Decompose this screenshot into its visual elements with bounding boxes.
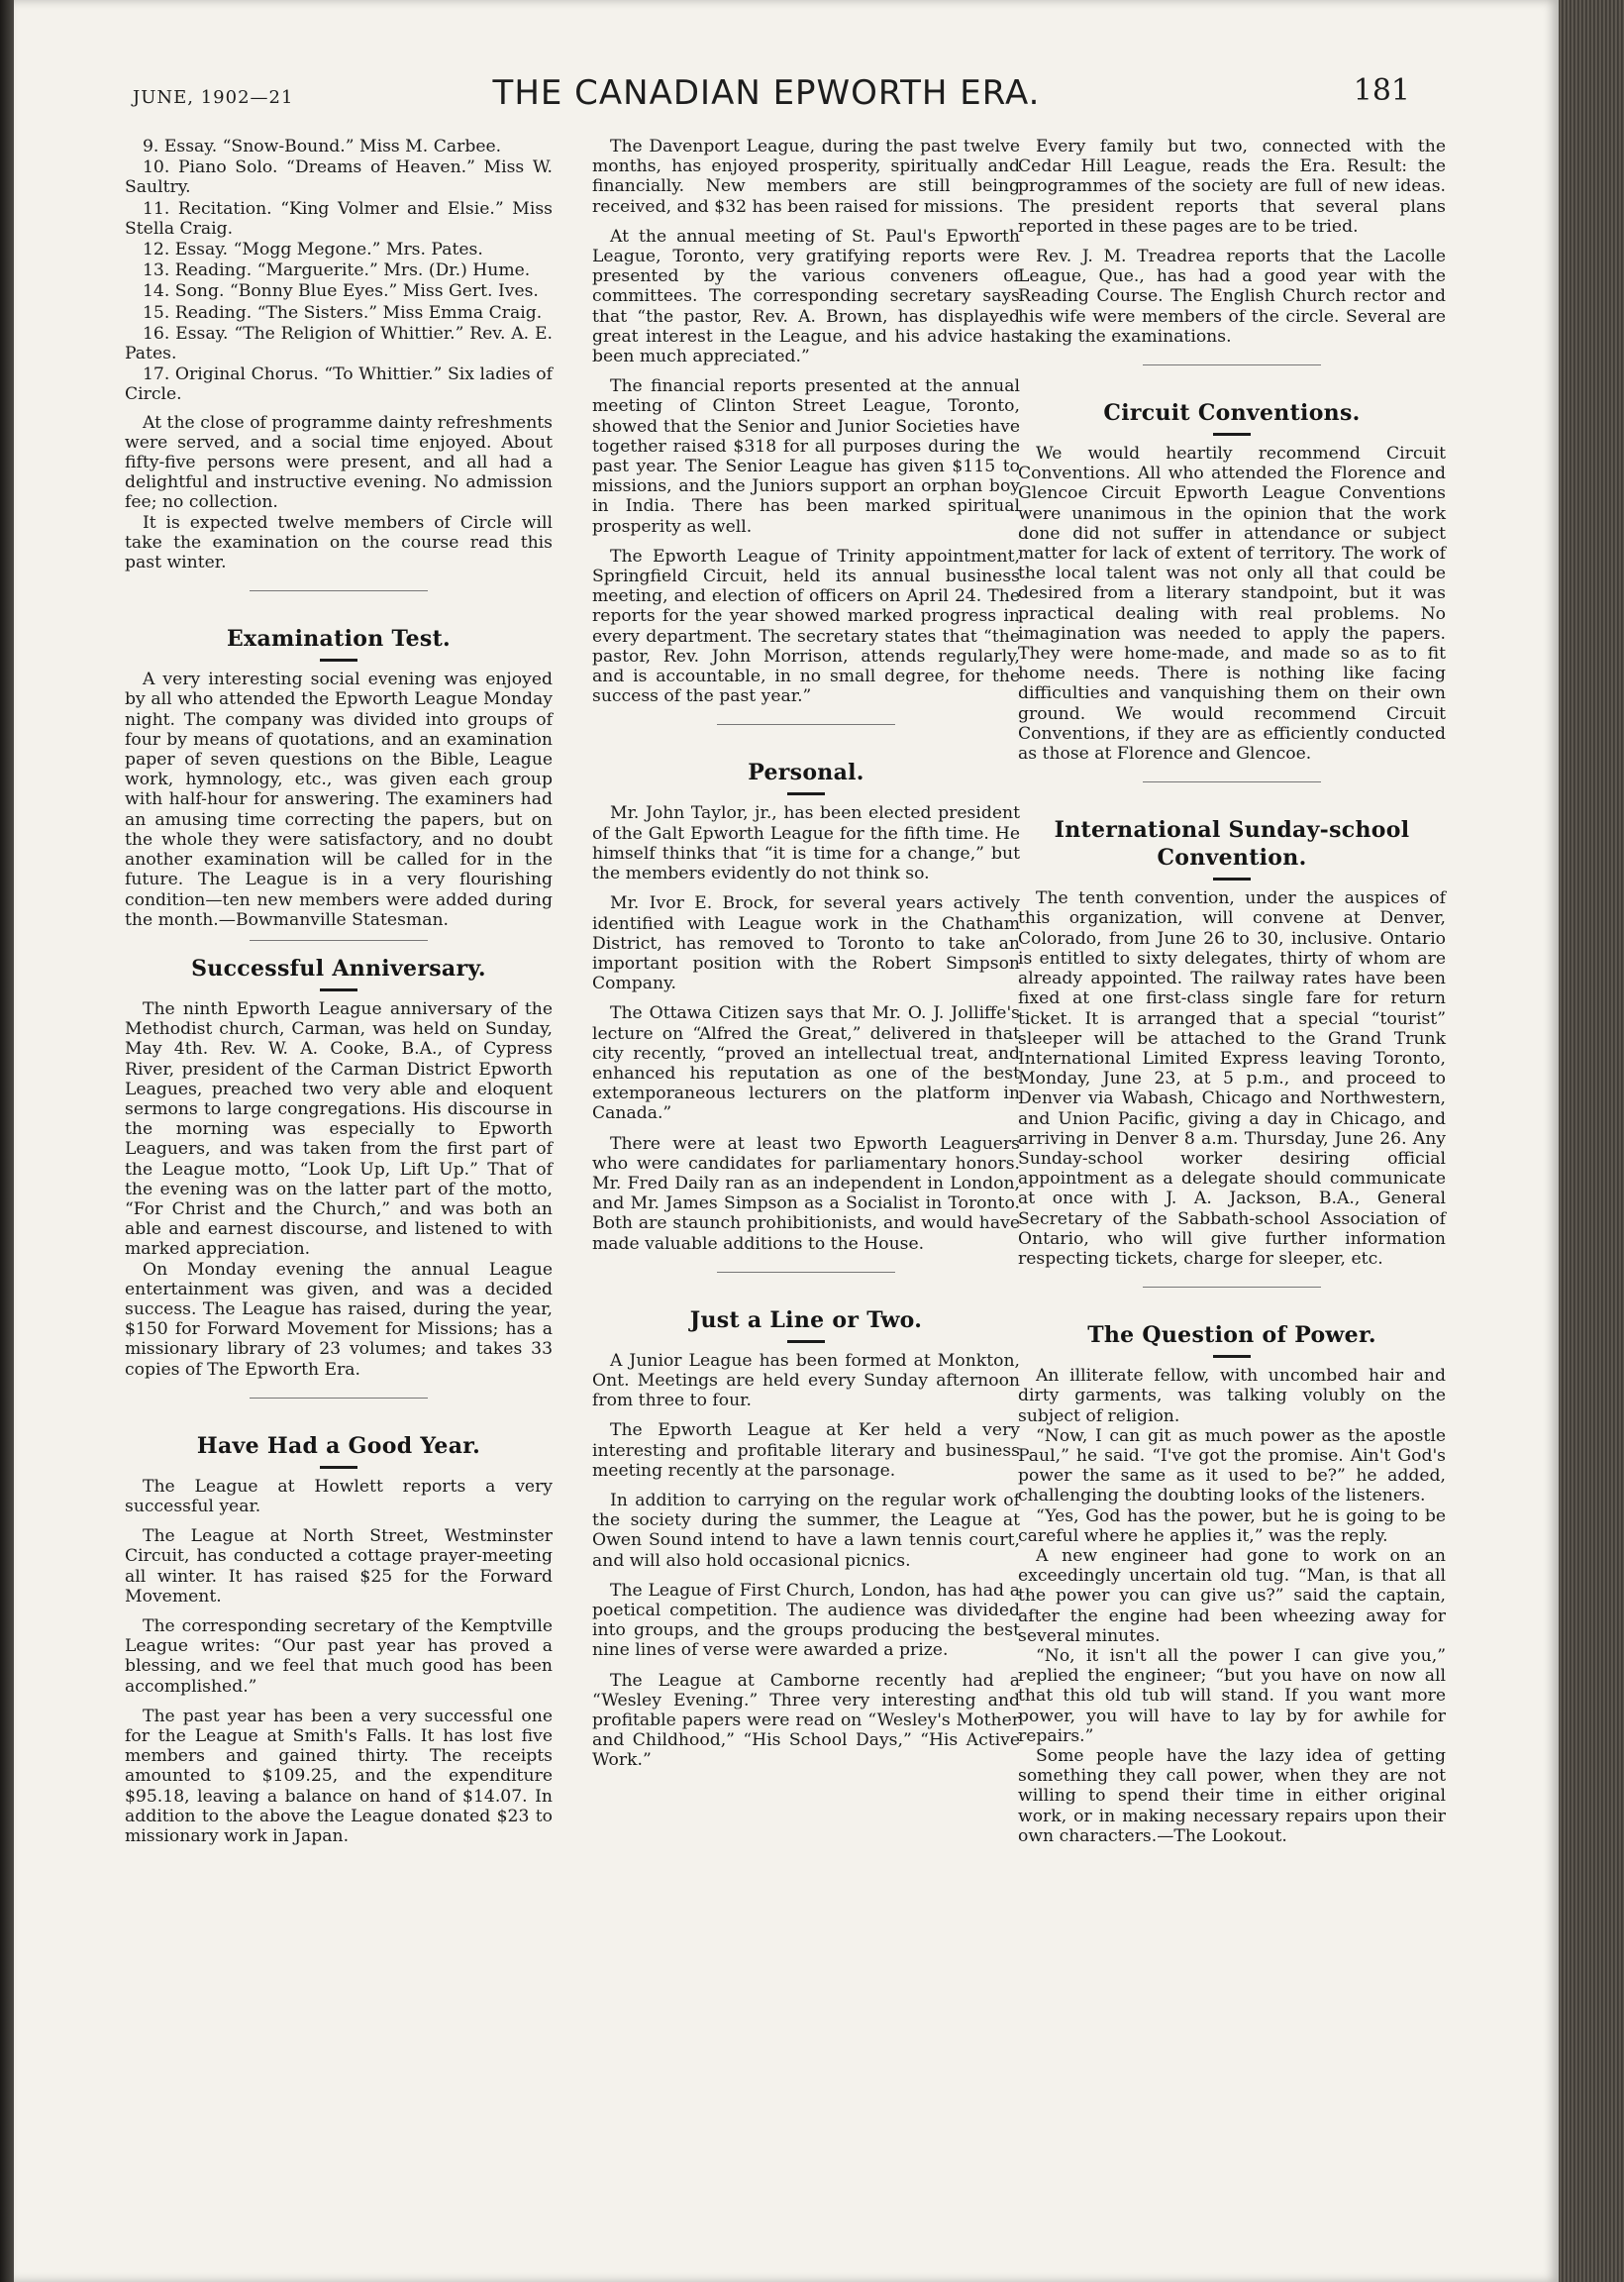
programme-item: 9. Essay. “Snow-Bound.” Miss M. Carbee. bbox=[143, 137, 502, 156]
paragraph: “Yes, God has the power, but he is going to be careful where he applies it,” was the reply. bbox=[1018, 1505, 1446, 1546]
section-title-anniversary: Successful Anniversary. bbox=[191, 955, 486, 982]
heading-bar bbox=[320, 988, 357, 991]
section-rule bbox=[1143, 364, 1321, 365]
programme-item: 11. Recitation. “King Volmer and Elsie.” Miss Stella Craig. bbox=[125, 198, 553, 239]
magazine-page bbox=[14, 0, 1559, 2282]
paragraph: A very interesting social evening was enjoyed by all who attended the Epworth League Monday night. The company was divided into groups of four by means of quotations, and an examination paper of seven questions on the Bible, League work, hymnology, etc., was given each group with half-hour for answering. The examiners had an amusing time correcting the papers, but on the whole they were satisfactory, and no doubt another examination will be called for in the future. The League is in a very flourishing condition—ten new members were added during the month.—Bowmanville Statesman. bbox=[125, 670, 553, 930]
header-date: JUNE, 1902—21 bbox=[133, 87, 294, 108]
header-title: THE CANADIAN EPWORTH ERA. bbox=[492, 73, 1041, 113]
section-heading bbox=[592, 1306, 1020, 1343]
section-heading bbox=[1018, 1321, 1446, 1358]
heading-bar bbox=[320, 1466, 357, 1469]
section-heading bbox=[125, 955, 553, 991]
programme-item: 17. Original Chorus. “To Whittier.” Six ladies of Circle. bbox=[125, 364, 553, 405]
book-page-edges bbox=[1559, 0, 1624, 2282]
paragraph: “Now, I can git as much power as the apostle Paul,” he said. “I've got the promise. Ain't God's power the same as it used to be?” he added, challenging the doubting looks of the listeners. bbox=[1018, 1425, 1446, 1506]
programme-item: 15. Reading. “The Sisters.” Miss Emma Craig. bbox=[143, 302, 543, 323]
section-rule bbox=[250, 1398, 428, 1399]
section-rule bbox=[717, 724, 895, 725]
heading-bar bbox=[1213, 878, 1251, 881]
paragraph: The corresponding secretary of the Kemptville League writes: “Our past year has proved a blessing, and we feel that much good has been accomplished.” bbox=[125, 1615, 553, 1697]
heading-bar bbox=[1213, 1355, 1251, 1358]
paragraph: An illiterate fellow, with uncombed hair and dirty garments, was talking volubly on the subject of religion. bbox=[1018, 1366, 1446, 1426]
column-3 bbox=[1018, 137, 1446, 1856]
paragraph: The Epworth League of Trinity appointment, Springfield Circuit, held its annual business meeting, and election of officers on April 24. The reports for the year showed marked progress in every department. The secretary states that “the pastor, Rev. John Morrison, attends regularly, and is accountable, in no small degree, for the success of the past year.” bbox=[592, 546, 1020, 707]
section-title-examination: Examination Test. bbox=[226, 626, 452, 653]
paragraph: Rev. J. M. Treadrea reports that the Lacolle League, Que., has had a good year with the Reading Course. The English Church rector and his wife were members of the circle. Several are taking the examinations. bbox=[1018, 247, 1446, 347]
book-spine bbox=[0, 0, 14, 2282]
paragraph: At the annual meeting of St. Paul's Epworth League, Toronto, very gratifying reports were presented by the various conveners of committees. The corresponding secretary says that “the pastor, Rev. A. Brown, has displayed great interest in the League, and his advice has been much appreciated.” bbox=[592, 226, 1020, 367]
paragraph: The Ottawa Citizen says that Mr. O. J. Jolliffe's lecture on “Alfred the Great,” delivered in that city recently, “proved an intellectual treat, and enhanced his reputation as one of the best extemporaneous lecturers on the platform in Canada.” bbox=[592, 1003, 1020, 1124]
section-title-good-year: Have Had a Good Year. bbox=[196, 1432, 481, 1459]
paragraph: A Junior League has been formed at Monkton, Ont. Meetings are held every Sunday afternoon from three to four. bbox=[592, 1350, 1020, 1411]
section-rule bbox=[717, 1272, 895, 1273]
section-heading bbox=[1018, 399, 1446, 436]
heading-bar bbox=[787, 792, 825, 795]
section-heading bbox=[125, 1432, 553, 1469]
programme-item: 16. Essay. “The Religion of Whittier.” Rev. A. E. Pates. bbox=[125, 323, 553, 364]
paragraph: “No, it isn't all the power I can give you,” replied the engineer; “but you have on now all that this old tub will stand. If you want more power, you will have to lay by for awhile for repairs.” bbox=[1018, 1645, 1446, 1746]
programme-item: 13. Reading. “Marguerite.” Mrs. (Dr.) Hume. bbox=[143, 260, 531, 281]
heading-bar bbox=[320, 659, 357, 662]
paragraph: The League at North Street, Westminster Circuit, has conducted a cottage prayer-meeting all winter. It has raised $25 for the Forward Movement. bbox=[125, 1526, 553, 1607]
section-rule bbox=[1143, 781, 1321, 782]
programme-item: 14. Song. “Bonny Blue Eyes.” Miss Gert. Ives. bbox=[143, 281, 539, 302]
paragraph: The ninth Epworth League anniversary of the Methodist church, Carman, was held on Sunday, May 4th. Rev. W. A. Cooke, B.A., of Cypress River, president of the Carman District Epworth Leagues, preached two very able and eloquent sermons to large congregations. His discourse in the morning was especially to Epworth Leaguers, and was taken from the first part of the League motto, “Look Up, Lift Up.” That of the evening was on the latter part of the motto, “For Christ and the Church,” and was both an able and earnest discourse, and listened to with marked appreciation. bbox=[125, 998, 553, 1260]
paragraph: The League at Howlett reports a very successful year. bbox=[125, 1476, 553, 1516]
paragraph: Mr. John Taylor, jr., has been elected president of the Galt Epworth League for the fifth time. He himself thinks that “it is time for a change,” but the members evidently do not think so. bbox=[592, 803, 1020, 884]
paragraph: Mr. Ivor E. Brock, for several years actively identified with League work in the Chatham District, has removed to Toronto to take an important position with the Robert Simpson Company. bbox=[592, 893, 1020, 994]
section-title-personal: Personal. bbox=[748, 760, 864, 786]
section-title-circuit: Circuit Conventions. bbox=[1103, 400, 1361, 427]
section-title-power: The Question of Power. bbox=[1087, 1322, 1376, 1349]
section-heading bbox=[125, 625, 553, 662]
section-title-international: International Sunday-school Convention. bbox=[1054, 817, 1410, 872]
paragraph: The League of First Church, London, has had a poetical competition. The audience was divided into groups, and the groups producing the best nine lines of verse were awarded a prize. bbox=[592, 1580, 1020, 1661]
page-number: 181 bbox=[1353, 73, 1410, 108]
paragraph: We would heartily recommend Circuit Conventions. All who attended the Florence and Glencoe Circuit Epworth League Conventions were unanimous in the opinion that the work done did not suffer in attendance or subject matter for lack of extent of territory. The work of the local talent was not only all that could be desired from a literary standpoint, but it was practical dealing with real problems. No imagination was needed to apply the papers. They were home-made, and made so as to fit home needs. There is nothing like facing difficulties and vanquishing them on their own ground. We would recommend Circuit Conventions, if they are as efficiently conducted as those at Florence and Glencoe. bbox=[1018, 444, 1446, 765]
programme-item: 10. Piano Solo. “Dreams of Heaven.” Miss W. Saultry. bbox=[125, 157, 553, 198]
section-rule bbox=[250, 940, 428, 941]
paragraph: The financial reports presented at the annual meeting of Clinton Street League, Toronto, showed that the Senior and Junior Societies have together raised $318 for all purposes during the past year. The Senior League has given $115 to missions, and the Juniors support an orphan boy in India. There has been marked spiritual prosperity as well. bbox=[592, 376, 1020, 537]
section-rule bbox=[1143, 1287, 1321, 1288]
heading-bar bbox=[787, 1340, 825, 1343]
paragraph: Some people have the lazy idea of getting something they call power, when they are not willing to spend their time in either original work, or in making necessary repairs upon their own characters.—The Lookout. bbox=[1018, 1746, 1446, 1846]
heading-bar bbox=[1213, 433, 1251, 436]
paragraph: A new engineer had gone to work on an exceedingly uncertain old tug. “Man, is that all the power you can give us?” said the captain, after the engine had been wheezing away for several minutes. bbox=[1018, 1545, 1446, 1646]
paragraph: The Epworth League at Ker held a very interesting and profitable literary and business meeting recently at the parsonage. bbox=[592, 1420, 1020, 1481]
paragraph: The Davenport League, during the past twelve months, has enjoyed prosperity, spiritually and financially. New members are still being received, and $32 has been raised for missions. bbox=[592, 137, 1020, 217]
paragraph: In addition to carrying on the regular work of the society during the summer, the League at Owen Sound intend to have a lawn tennis court, and will also hold occasional picnics. bbox=[592, 1490, 1020, 1571]
section-heading bbox=[1018, 816, 1446, 881]
section-heading bbox=[592, 759, 1020, 795]
paragraph: Every family but two, connected with the Cedar Hill League, reads the Era. Result: the programmes of the society are full of new ideas. The president reports that several plans reported in these pages are to be tried. bbox=[1018, 137, 1446, 237]
paragraph: At the close of programme dainty refreshments were served, and a social time enjoyed. About fifty-five persons were present, and all had a delightful and instructive evening. No admission fee; no collection. bbox=[125, 412, 553, 513]
section-title-just-a-line: Just a Line or Two. bbox=[689, 1306, 923, 1333]
column-1 bbox=[125, 137, 553, 1856]
column-2 bbox=[592, 137, 1020, 1781]
paragraph: The League at Camborne recently had a “Wesley Evening.” Three very interesting and profitable papers were read on “Wesley's Mother and Childhood,” “His School Days,” “His Active Work.” bbox=[592, 1670, 1020, 1771]
paragraph: On Monday evening the annual League entertainment was given, and was a decided success. The League has raised, during the year, $150 for Forward Movement for Missions; has a missionary library of 23 volumes; and takes 33 copies of The Epworth Era. bbox=[125, 1259, 553, 1380]
programme-item: 12. Essay. “Mogg Megone.” Mrs. Pates. bbox=[143, 240, 483, 260]
section-rule bbox=[250, 590, 428, 591]
paragraph: It is expected twelve members of Circle will take the examination on the course read this past winter. bbox=[125, 512, 553, 573]
paragraph: The tenth convention, under the auspices of this organization, will convene at Denver, Colorado, from June 26 to 30, inclusive. Ontario is entitled to sixty delegates, thirty of whom are already appointed. The railway rates have been fixed at one first-class single fare for return ticket. It is arranged that a special “tourist” sleeper will be attached to the Grand Trunk International Limited Express leaving Toronto, Monday, June 23, at 5 p.m., and proceed to Denver via Wabash, Chicago and Northwestern, and Union Pacific, giving a day in Chicago, and arriving in Denver 8 a.m. Thursday, June 26. Any Sunday-school worker desiring official appointment as a delegate should communicate at once with J. A. Jackson, B.A., General Secretary of the Sabbath-school Association of Ontario, who will give further information respecting tickets, charge for sleeper, etc. bbox=[1018, 888, 1446, 1269]
paragraph: There were at least two Epworth Leaguers who were candidates for parliamentary honors. Mr. Fred Daily ran as an independent in London, and Mr. James Simpson as a Socialist in Toronto. Both are staunch prohibitionists, and would have made valuable additions to the House. bbox=[592, 1133, 1020, 1254]
paragraph: The past year has been a very successful one for the League at Smith's Falls. It has lost five members and gained thirty. The receipts amounted to $109.25, and the expenditure $95.18, leaving a balance on hand of $14.07. In addition to the above the League donated $23 to missionary work in Japan. bbox=[125, 1706, 553, 1847]
page-header bbox=[123, 69, 1410, 119]
